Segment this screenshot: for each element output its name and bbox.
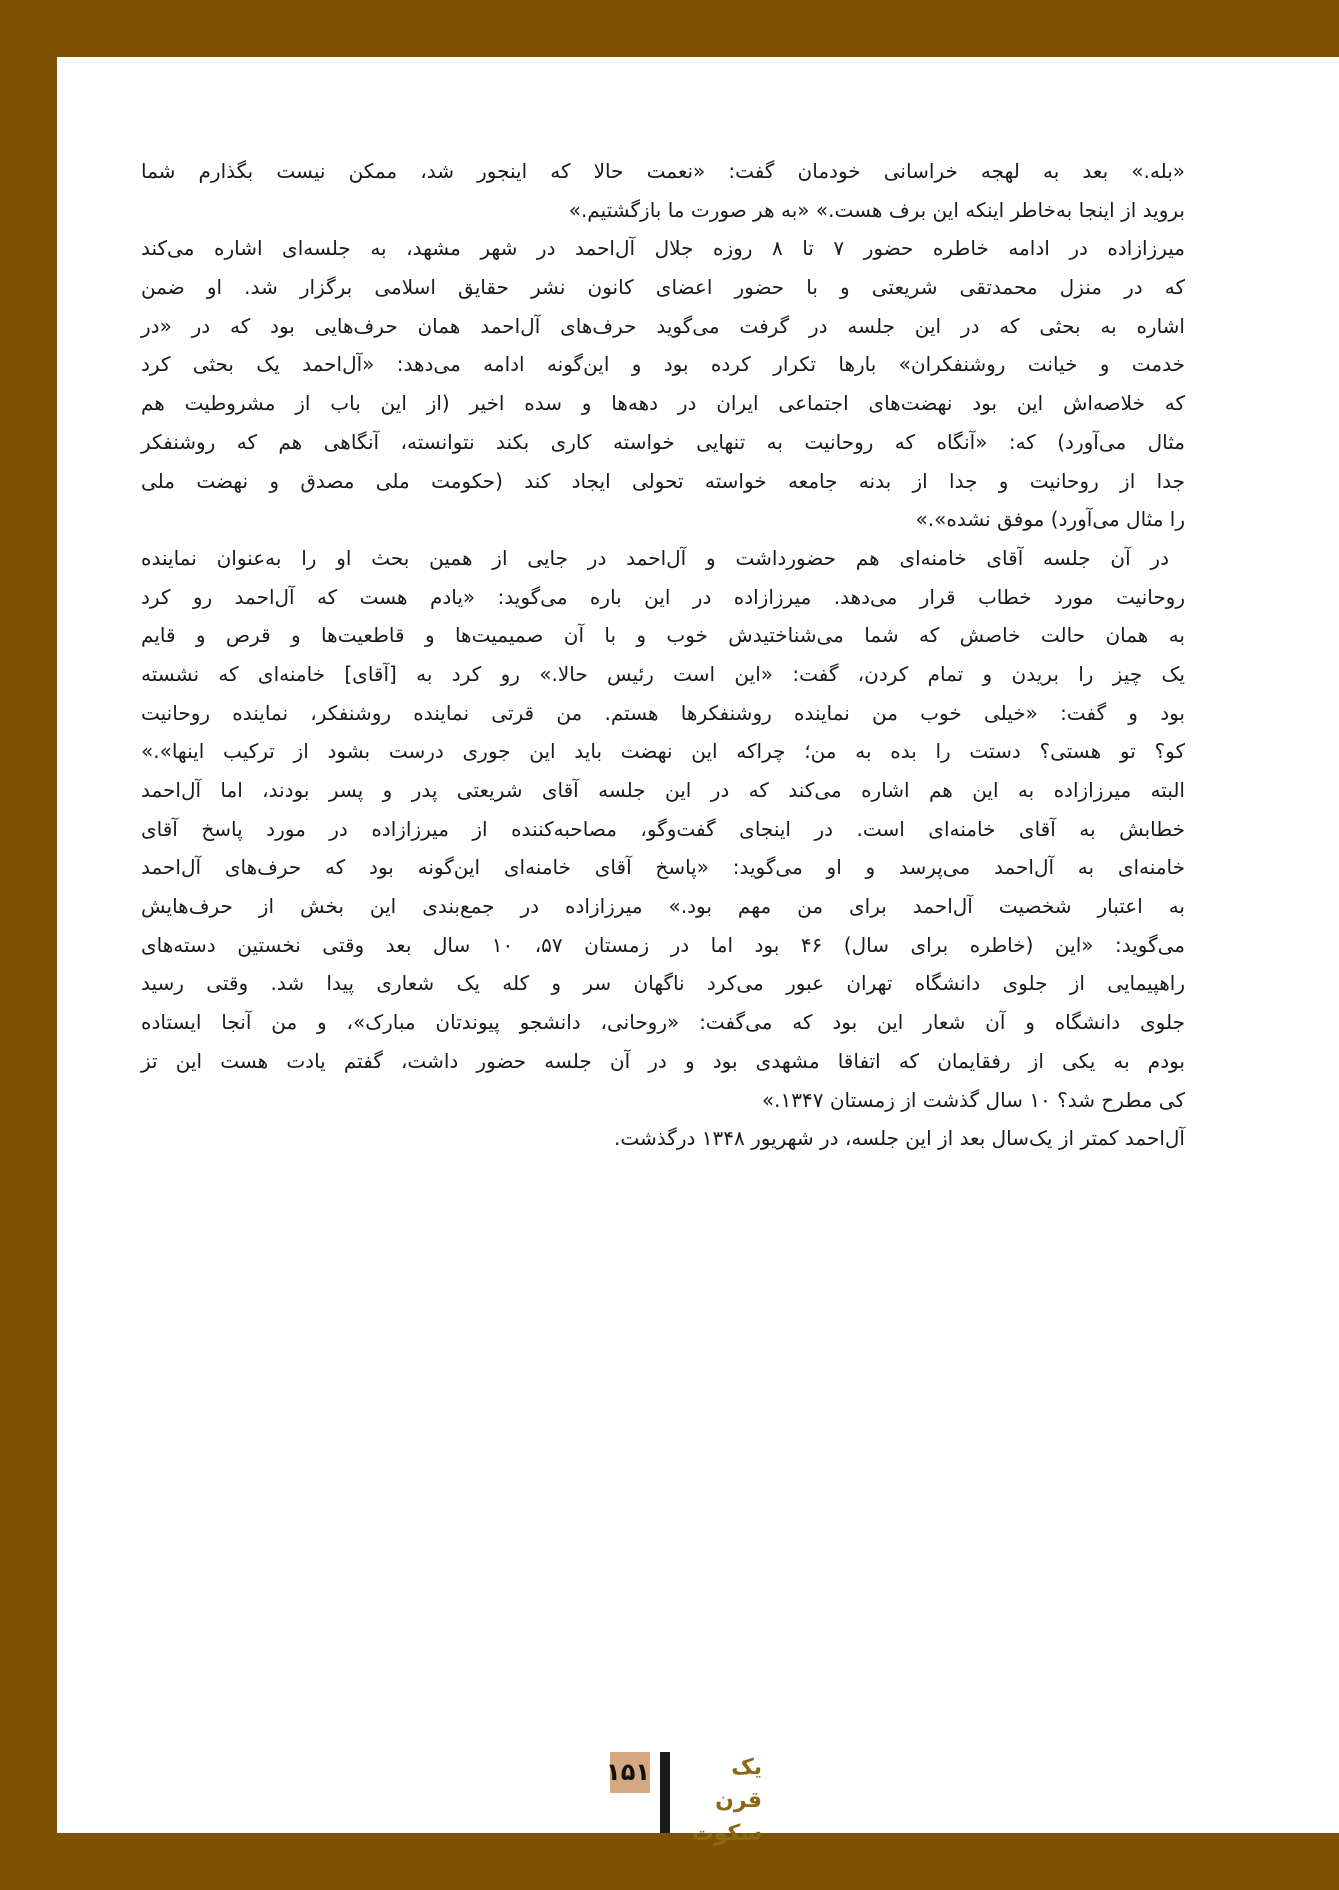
book-title	[680, 1751, 762, 1850]
body-text	[141, 152, 1185, 1158]
frame-top-bar	[0, 0, 1339, 57]
page-number-badge: ۱۵۱	[610, 1752, 650, 1793]
body-line: «بله.» بعد به لهجه خراسانی خودمان گفت: «نعمت حالا که اینجور شد، ممکن نیست بگذارم شما	[141, 159, 1185, 183]
body-line: آل‌احمد کمتر از یک‌سال بعد از این جلسه، در شهریور ۱۳۴۸ درگذشت.	[614, 1126, 1185, 1151]
body-line: بروید از اینجا به‌خاطر اینکه این برف هست.» «به هر صورت ما بازگشتیم.»	[568, 197, 1185, 222]
body-line: میرزازاده در ادامه خاطره حضور ۷ تا ۸ روزه جلال آل‌احمد در شهر مشهد، به جلسه‌ای اشاره می‌کند	[141, 236, 1186, 261]
body-line: به همان حالت خاصش که شما می‌شناختیدش خوب و با آن صمیمیت‌ها و قاطعیت‌ها و قرص و قایم	[141, 623, 1185, 648]
book-title-line2: سکوت	[691, 1821, 762, 1846]
body-line: روحانیت مورد خطاب قرار می‌دهد. میرزازاده در این باره می‌گوید: «یادم هست که آل‌احمد رو کرد	[141, 584, 1185, 609]
body-line: در آن جلسه آقای خامنه‌ای هم حضورداشت و آل‌احمد در جایی از همین بحث او را به‌عنوان نماینده	[141, 545, 1169, 570]
body-line: که خلاصه‌اش این بود نهضت‌های اجتماعی ایران در دهه‌ها و سده اخیر (از این باب از مشروطیت هم	[141, 391, 1185, 416]
body-line: می‌گوید: «این (خاطره برای سال) ۴۶ بود اما در زمستان ۵۷، ۱۰ سال بعد وقتی نخستین دسته‌های	[141, 932, 1185, 957]
frame-left-bar	[0, 0, 57, 1890]
body-line: به اعتبار شخصیت آل‌احمد برای من مهم بود.» میرزازاده در جمع‌بندی این بخش از حرف‌هایش	[141, 894, 1185, 919]
body-line: کو؟ تو هستی؟ دستت را بده به من؛ چراکه این نهضت باید این جوری درست بشود از ترکیب اینها».»	[141, 739, 1185, 764]
body-line: اشاره به بحثی که در این جلسه در گرفت می‌گوید حرف‌های آل‌احمد همان حرف‌هایی بود که در «در	[141, 313, 1185, 338]
body-line: خدمت و خیانت روشنفکران» بارها تکرار کرده بود و این‌گونه ادامه می‌دهد: «آل‌احمد یک بحثی کرد	[141, 352, 1185, 377]
body-line: که در منزل محمدتقی شریعتی و با حضور اعضای کانون نشر حقایق اسلامی برگزار شد. او ضمن	[141, 275, 1185, 300]
body-line: جلوی دانشگاه و آن شعار این بود که می‌گفت: «روحانی، دانشجو پیوندتان مبارک»، و من آنجا ایستاده	[141, 1010, 1185, 1035]
body-line: یک چیز را بریدن و تمام کردن، گفت: «این است رئیس حالا.» رو کرد به [آقای] خامنه‌ای که نشسته	[141, 661, 1185, 686]
body-line: خطابش به آقای خامنه‌ای است. در اینجای گفت‌وگو، مصاحبه‌کننده از میرزازاده در مورد پاسخ آقای	[141, 816, 1185, 841]
body-line: راهپیمایی از جلوی دانشگاه تهران عبور می‌کرد ناگهان سر و کله یک شعاری پیدا شد. وقتی رسید	[141, 971, 1185, 996]
footer-divider	[660, 1752, 670, 1833]
body-line: بودم به یکی از رفقایمان که اتفاقا مشهدی بود و در آن جلسه حضور داشت، گفتم یادت هست این تز	[141, 1048, 1185, 1073]
book-title-line1: یک قرن	[715, 1755, 762, 1813]
body-line: کی مطرح شد؟ ۱۰ سال گذشت از زمستان ۱۳۴۷.»	[761, 1087, 1185, 1112]
body-line: مثال می‌آورد) که: «آنگاه که روحانیت به تنهایی خواسته کاری بکند نتوانسته، آنگاهی هم که روشنفکر	[141, 429, 1185, 454]
body-line: بود و گفت: «خیلی خوب من نماینده روشنفکرها هستم. من قرتی نماینده روشنفکر، نماینده روحانیت	[141, 700, 1185, 725]
body-line: خامنه‌ای به آل‌احمد می‌پرسد و او می‌گوید: «پاسخ آقای خامنه‌ای این‌گونه بود که حرف‌های آل‌احمد	[141, 855, 1185, 880]
body-line: را مثال می‌آورد) موفق نشده».»	[915, 507, 1185, 532]
frame-bottom-bar	[0, 1833, 1339, 1890]
body-line: جدا از روحانیت و جدا از بدنه جامعه خواسته تحولی ایجاد کند (حکومت ملی مصدق و نهضت ملی	[141, 468, 1185, 493]
body-line: البته میرزازاده به این هم اشاره می‌کند که در این جلسه آقای شریعتی پدر و پسر بودند، اما آل‌احمد	[141, 778, 1185, 802]
